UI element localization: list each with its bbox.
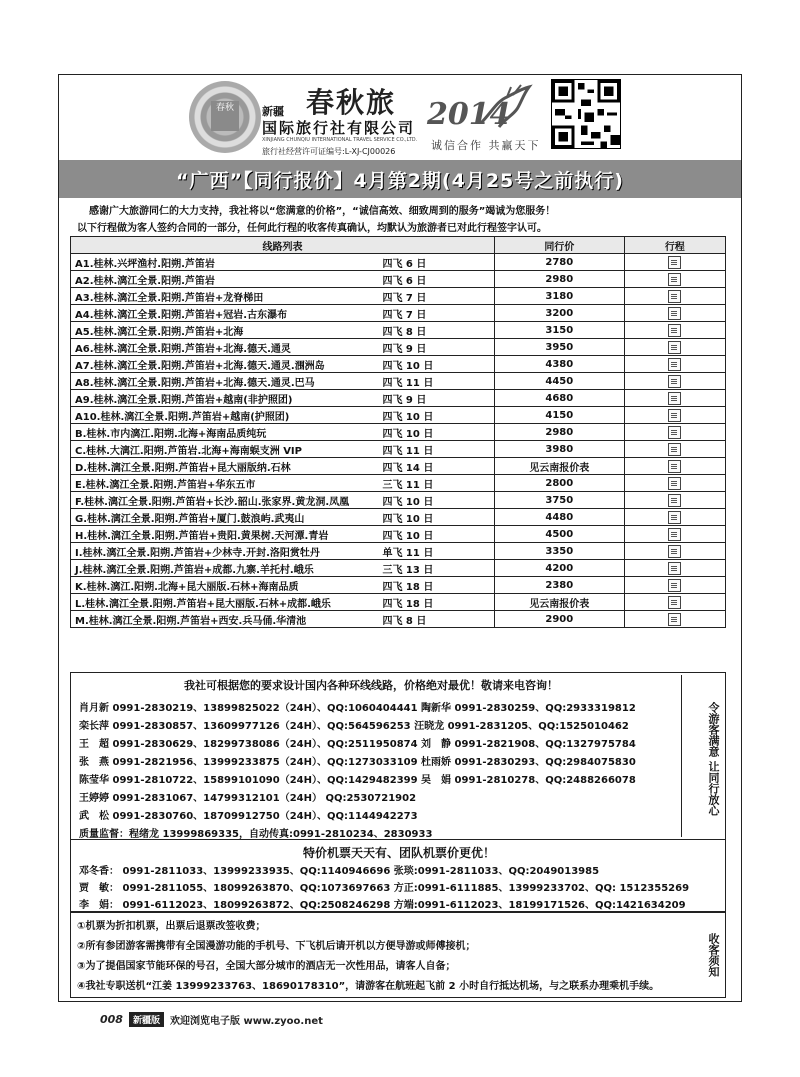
itinerary-cell[interactable] [624,492,725,509]
route-price: 3750 [494,492,624,509]
route-days: 四飞 7 日 [378,305,494,322]
document-icon[interactable] [668,392,681,405]
brand-name: 春秋旅 [306,86,397,119]
document-icon[interactable] [668,358,681,371]
footer [100,1012,323,1027]
route-name: I.桂林.漓江全景.阳朔.芦笛岩+少林寺.开封.洛阳赏牡丹 [71,543,379,560]
page-number: 008 [100,1013,123,1026]
route-name: A5.桂林.漓江全景.阳朔.芦笛岩+北海 [71,322,379,339]
document-icon[interactable] [668,545,681,558]
route-name: F.桂林.漓江全景.阳朔.芦笛岩+长沙.韶山.张家界.黄龙洞.凤凰 [71,492,379,509]
itinerary-cell[interactable] [624,577,725,594]
notes-side-label: 收客须知 [707,933,720,977]
page-title: “广西”【同行报价】4月第2期(4月25号之前执行) [176,169,624,192]
route-price: 2900 [494,611,624,628]
route-name: J.桂林.漓江全景.阳朔.芦笛岩+成都.九寨.羊托村.峨乐 [71,560,379,577]
route-days: 四飞 10 日 [378,424,494,441]
footer-text[interactable]: 欢迎浏览电子版 www.zyoo.net [169,1016,323,1027]
route-days: 四飞 10 日 [378,509,494,526]
itinerary-cell[interactable] [624,475,725,492]
route-days: 四飞 9 日 [378,339,494,356]
route-days: 四飞 18 日 [378,577,494,594]
route-days: 四飞 14 日 [378,458,494,475]
itinerary-cell[interactable] [624,441,725,458]
route-price: 2800 [494,475,624,492]
table-row[interactable] [71,271,726,288]
document-icon[interactable] [668,307,681,320]
route-name: H.桂林.漓江全景.阳朔.芦笛岩+贵阳.黄果树.天河潭.青岩 [71,526,379,543]
table-row[interactable] [71,526,726,543]
contact-side-slogan: 令游客满意 让同行放心 [681,675,721,837]
route-days: 四飞 10 日 [378,526,494,543]
table-row[interactable] [71,594,726,611]
contact-line: 武 松 0991-2830760、18709912750（24H）、QQ:1144942273 [79,811,418,822]
route-name: E.桂林.漓江全景.阳朔.芦笛岩+华东五市 [71,475,379,492]
ticket-line: 邓冬香： 0991-2811033、13999233935、QQ:1140946696 张琰:0991-2811033、QQ:2049013985 [79,866,600,877]
table-row[interactable] [71,356,726,373]
document-icon[interactable] [668,409,681,422]
license-number: 旅行社经营许可证编号:L-XJ-CJ00026 [262,147,396,156]
route-name: A1.桂林.兴坪渔村.阳朔.芦笛岩 [71,254,379,271]
qr-code-icon[interactable] [551,79,621,149]
route-price: 4200 [494,560,624,577]
route-name: A8.桂林.漓江全景.阳朔.芦笛岩+北海.德天.通灵.巴马 [71,373,379,390]
route-price: 见云南报价表 [494,594,624,611]
contact-line: 肖月新 0991-2830219、13899825022（24H）、QQ:1060404441 陶新华 0991-2830259、QQ:2933319812 [79,703,636,714]
route-days: 四飞 11 日 [378,441,494,458]
itinerary-cell[interactable] [624,424,725,441]
note-line: ②所有参团游客需携带有全国漫游功能的手机号、下飞机后请开机以方便导游或师傅接机； [77,941,476,952]
header-banner [59,75,741,160]
table-row[interactable] [71,305,726,322]
route-days: 四飞 10 日 [378,492,494,509]
route-days: 四飞 8 日 [378,611,494,628]
document-icon[interactable] [668,494,681,507]
route-name: A10.桂林.漓江全景.阳朔.芦笛岩+越南(护照团) [71,407,379,424]
company-name-en: XINJIANG CHUNQIU INTERNATIONAL TRAVEL SERVICE CO.,LTD. [262,137,418,143]
table-row[interactable] [71,424,726,441]
route-name: A7.桂林.漓江全景.阳朔.芦笛岩+北海.德天.通灵.涠洲岛 [71,356,379,373]
table-row[interactable] [71,390,726,407]
document-icon[interactable] [668,256,681,269]
route-days: 四飞 10 日 [378,356,494,373]
itinerary-cell[interactable] [624,526,725,543]
table-row[interactable] [71,288,726,305]
route-name: G.桂林.漓江全景.阳朔.芦笛岩+厦门.鼓浪屿.武夷山 [71,509,379,526]
route-price: 3200 [494,305,624,322]
contact-line: 陈莹华 0991-2810722、15899101090（24H）、QQ:1429482399 吴 娟 0991-2810278、QQ:2488266078 [79,775,636,786]
intro-text [59,198,741,234]
contact-line: 王 超 0991-2830629、18299738086（24H）、QQ:2511950874 刘 静 0991-2821908、QQ:1327975784 [79,739,636,750]
contact-section [70,672,726,840]
route-name: L.桂林.漓江全景.阳朔.芦笛岩+昆大丽版.石林+成都.峨乐 [71,594,379,611]
route-days: 四飞 18 日 [378,594,494,611]
route-name: D.桂林.漓江全景.阳朔.芦笛岩+昆大丽版纳.石林 [71,458,379,475]
table-row[interactable] [71,254,726,271]
route-name: B.桂林.市内漓江.阳朔.北海+海南品质纯玩 [71,424,379,441]
route-days: 四飞 10 日 [378,407,494,424]
quality-supervision: 质量监督：程绪龙 13999869335，自动传真:0991-2810234、2830933 [79,829,433,840]
route-price: 2980 [494,271,624,288]
document-icon[interactable] [668,477,681,490]
itinerary-cell[interactable] [624,288,725,305]
route-name: C.桂林.大漓江.阳朔.芦笛岩.北海+海南蜈支洲 VIP [71,441,379,458]
itinerary-cell[interactable] [624,458,725,475]
route-days: 四飞 6 日 [378,254,494,271]
route-price: 4480 [494,509,624,526]
intro-line-1: 感谢广大旅游同仁的大力支持，我社将以“您满意的价格”，“诚信高效、细致周到的服务”竭诚为您服务！ [89,206,556,217]
brand-prefix: 新疆 [262,105,284,118]
ticket-line: 贾 敏： 0991-2811055、18099263870、QQ:1073697663 方正:0991-6111885、13999233702、QQ: 1512355269 [79,883,690,894]
route-days: 三飞 11 日 [378,475,494,492]
route-name: A9.桂林.漓江全景.阳朔.芦笛岩+越南(非护照团) [71,390,379,407]
air-ticket-section [70,840,726,912]
route-price: 4680 [494,390,624,407]
route-price: 2980 [494,424,624,441]
route-price: 见云南报价表 [494,458,624,475]
itinerary-cell[interactable] [624,407,725,424]
itinerary-cell[interactable] [624,560,725,577]
document-icon[interactable] [668,443,681,456]
route-price: 3950 [494,339,624,356]
horse-icon [477,83,533,131]
document-icon[interactable] [668,613,681,626]
table-row[interactable] [71,458,726,475]
document-icon[interactable] [668,579,681,592]
route-price: 3350 [494,543,624,560]
route-name: A3.桂林.漓江全景.阳朔.芦笛岩+龙脊梯田 [71,288,379,305]
col-header-itinerary: 行程 [624,237,725,254]
col-header-price: 同行价 [494,237,624,254]
table-row[interactable] [71,492,726,509]
itinerary-cell[interactable] [624,322,725,339]
itinerary-cell[interactable] [624,390,725,407]
route-name: K.桂林.漓江.阳朔.北海+昆大丽版.石林+海南品质 [71,577,379,594]
route-price: 2780 [494,254,624,271]
itinerary-cell[interactable] [624,254,725,271]
document-icon[interactable] [668,375,681,388]
itinerary-cell[interactable] [624,543,725,560]
table-row[interactable] [71,339,726,356]
route-days: 四飞 11 日 [378,373,494,390]
route-table [70,236,726,628]
document-icon[interactable] [668,341,681,354]
document-icon[interactable] [668,562,681,575]
document-icon[interactable] [668,596,681,609]
route-days: 四飞 8 日 [378,322,494,339]
table-row[interactable] [71,322,726,339]
note-line: ①机票为折扣机票，出票后退票改签收费； [77,921,266,932]
table-row[interactable] [71,407,726,424]
contact-line: 张 燕 0991-2821956、13999233875（24H）、QQ:1273033109 杜雨娇 0991-2830293、QQ:2984075830 [79,757,636,768]
contact-line: 栾长萍 0991-2830857、13609977126（24H）、QQ:564596253 汪晓龙 0991-2831205、QQ:1525010462 [79,721,629,732]
table-header-row [71,237,726,254]
route-name: M.桂林.漓江全景.阳朔.芦笛岩+西安.兵马俑.华清池 [71,611,379,628]
route-days: 单飞 11 日 [378,543,494,560]
itinerary-cell[interactable] [624,611,725,628]
route-price: 3980 [494,441,624,458]
contact-line: 王婷婷 0991-2831067、14799312101（24H） QQ:2530721902 [79,793,417,804]
note-line: ③为了提倡国家节能环保的号召，全国大部分城市的酒店无一次性用品，请客人自备； [77,961,456,972]
company-logo-emblem [189,81,261,153]
itinerary-cell[interactable] [624,594,725,611]
table-row[interactable] [71,560,726,577]
route-days: 四飞 7 日 [378,288,494,305]
document-icon[interactable] [668,460,681,473]
itinerary-cell[interactable] [624,509,725,526]
note-line: ④我社专职送机“江姜 13999233763、18690178310”，请游客在航班起飞前 2 小时自行抵达机场，与之联系办理乘机手续。 [77,981,660,992]
route-name: A4.桂林.漓江全景.阳朔.芦笛岩+冠岩.古东瀑布 [71,305,379,322]
table-row[interactable] [71,577,726,594]
ticket-heading: 特价机票天天有、团队机票价更优！ [302,846,495,860]
itinerary-cell[interactable] [624,271,725,288]
table-row[interactable] [71,373,726,390]
document-icon[interactable] [668,290,681,303]
itinerary-cell[interactable] [624,339,725,356]
title-bar [59,160,741,198]
route-price: 2380 [494,577,624,594]
col-header-route: 线路列表 [71,237,495,254]
intro-line-2: 以下行程做为客人签约合同的一部分，任何此行程的收客传真确认，均默认为旅游者已对此行程签字认可。 [77,223,547,234]
route-name: A6.桂林.漓江全景.阳朔.芦笛岩+北海.德天.通灵 [71,339,379,356]
route-name: A2.桂林.漓江全景.阳朔.芦笛岩 [71,271,379,288]
document-icon[interactable] [668,426,681,439]
notes-section [70,912,726,998]
year-mark: 2014 [427,97,511,132]
table-row[interactable] [71,543,726,560]
slogan: 诚信合作 共赢天下 [431,139,541,152]
route-days: 三飞 13 日 [378,560,494,577]
route-price: 4150 [494,407,624,424]
table-row[interactable] [71,441,726,458]
contact-heading: 我社可根据您的要求设计国内各种环线线路，价格绝对最优！敬请来电咨询！ [184,679,558,692]
ticket-line: 李 娟： 0991-6112023、18099263872、QQ:2508246298 方端:0991-6112023、18199171526、QQ:1421634209 [79,900,686,911]
route-price: 4500 [494,526,624,543]
route-price: 4450 [494,373,624,390]
route-price: 4380 [494,356,624,373]
route-price: 3150 [494,322,624,339]
document-icon[interactable] [668,511,681,524]
itinerary-cell[interactable] [624,373,725,390]
company-name: 国际旅行社有限公司 [262,119,416,137]
itinerary-cell[interactable] [624,305,725,322]
edition-badge: 新疆版 [129,1012,164,1027]
document-icon[interactable] [668,528,681,541]
route-price: 3180 [494,288,624,305]
document-icon[interactable] [668,324,681,337]
route-days: 四飞 9 日 [378,390,494,407]
table-row[interactable] [71,509,726,526]
seal-icon: 春秋 [211,101,239,131]
route-days: 四飞 6 日 [378,271,494,288]
table-row[interactable] [71,611,726,628]
document-icon[interactable] [668,273,681,286]
itinerary-cell[interactable] [624,356,725,373]
table-row[interactable] [71,475,726,492]
